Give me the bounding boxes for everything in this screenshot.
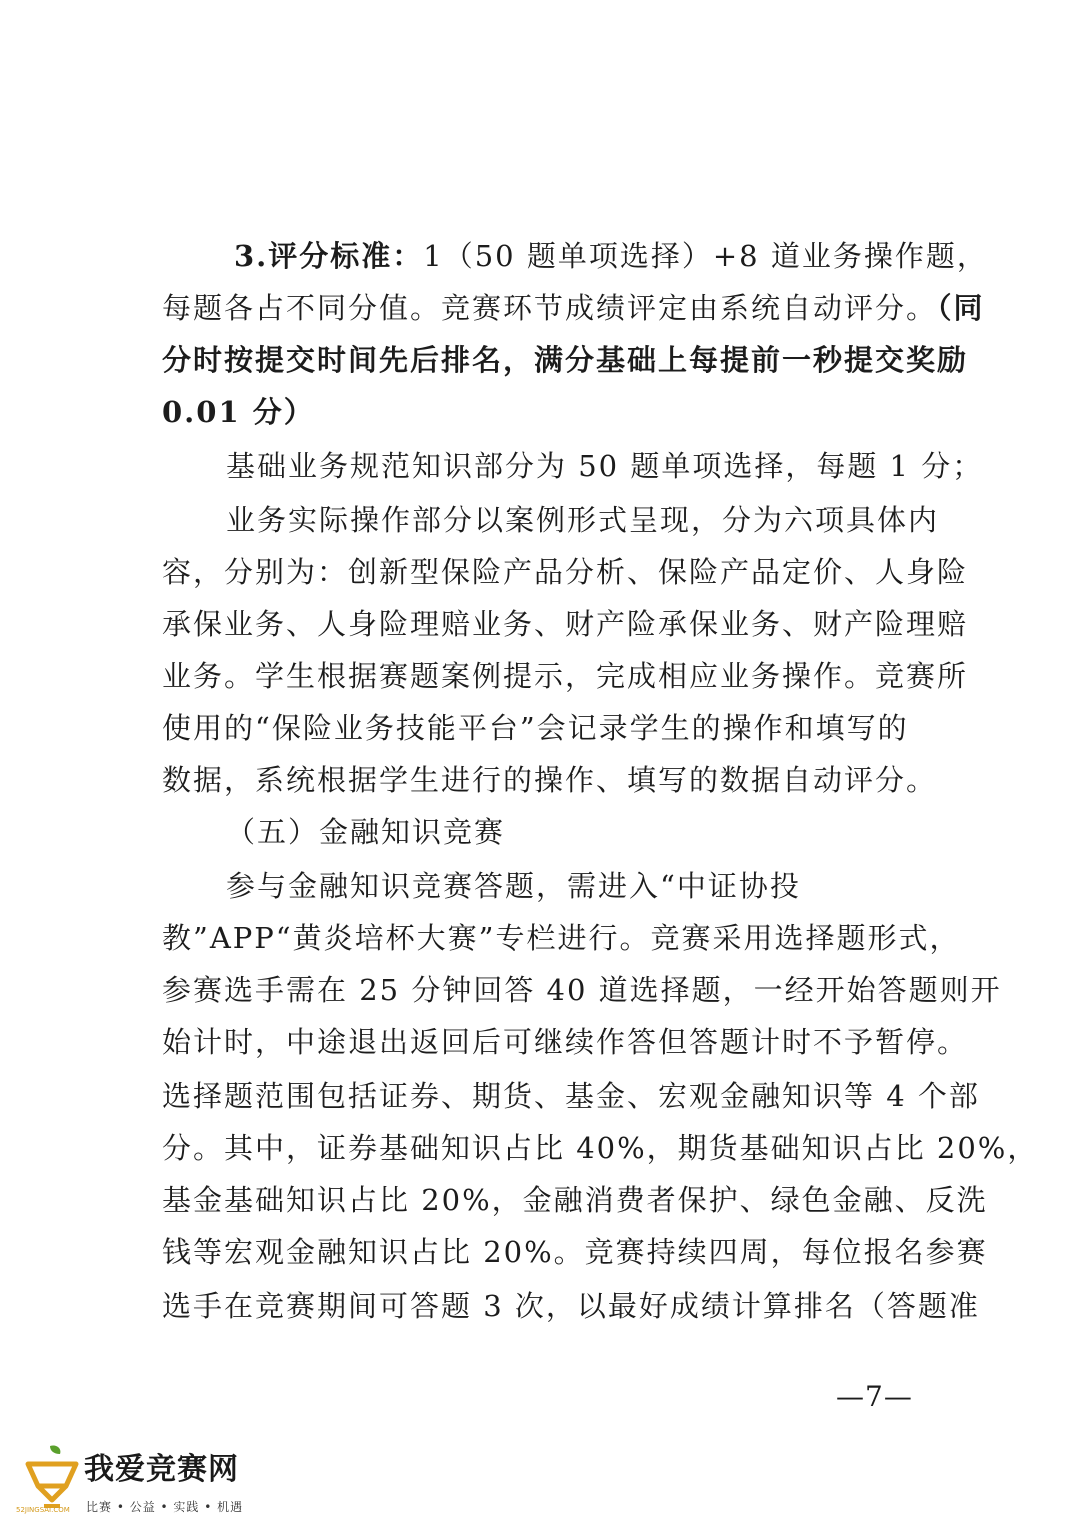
scoring-line-2: [162, 288, 985, 328]
finance-line: 参与金融知识竞赛答题，需进入“中证协投: [226, 869, 801, 903]
scoring-line-1-text: 1（50 题单项选择）+8 道业务操作题，: [423, 239, 988, 273]
practice-line: 业务。学生根据赛题案例提示，完成相应业务操作。竞赛所: [162, 659, 969, 693]
practice-line: 承保业务、人身险理赔业务、财产险承保业务、财产险理赔: [162, 607, 969, 641]
finance-line: 教”APP“黄炎培杯大赛”专栏进行。竞赛采用选择题形式，: [162, 921, 961, 955]
finance-line: 参赛选手需在 25 分钟回答 40 道选择题，一经开始答题则开: [162, 973, 1002, 1007]
finance-line: 基金基础知识占比 20%，金融消费者保护、绿色金融、反洗: [162, 1183, 988, 1217]
site-name: 我爱竞赛网: [84, 1452, 239, 1487]
section-heading: （五）金融知识竞赛: [226, 815, 506, 849]
scoring-label: 3.评分标准：: [234, 239, 424, 273]
practice-line: 业务实际操作部分以案例形式呈现，分为六项具体内: [226, 503, 940, 537]
basic-knowledge-line: 基础业务规范知识部分为 50 题单项选择，每题 1 分；: [226, 449, 984, 483]
trophy-cup-icon: [20, 1442, 84, 1514]
page-number: —7—: [836, 1380, 913, 1413]
site-tagline: 比赛 • 公益 • 实践 • 机遇: [86, 1500, 244, 1514]
finance-line: 分。其中，证券基础知识占比 40%，期货基础知识占比 20%，: [162, 1131, 1039, 1165]
finance-line: 钱等宏观金融知识占比 20%。竞赛持续四周，每位报名参赛: [162, 1235, 988, 1269]
finance-line: 始计时，中途退出返回后可继续作答但答题计时不予暂停。: [162, 1025, 969, 1059]
site-footer: [0, 1430, 300, 1527]
practice-line: 使用的“保险业务技能平台”会记录学生的操作和填写的: [162, 711, 909, 745]
practice-line: 数据，系统根据学生进行的操作、填写的数据自动评分。: [162, 763, 938, 797]
scoring-line-2-bold: （同: [937, 291, 985, 325]
scoring-line-1: [234, 236, 988, 276]
finance-line: 选手在竞赛期间可答题 3 次，以最好成绩计算排名（答题准: [162, 1289, 980, 1323]
finance-line: 选择题范围包括证券、期货、基金、宏观金融知识等 4 个部: [162, 1079, 980, 1113]
scoring-line-3: 分时按提交时间先后排名，满分基础上每提前一秒提交奖励: [162, 343, 969, 377]
scoring-line-4: 0.01 分）: [162, 395, 315, 429]
site-url: 52JINGSAI.COM: [16, 1506, 70, 1514]
practice-line: 容，分别为：创新型保险产品分析、保险产品定价、人身险: [162, 555, 969, 589]
scoring-line-2-text: 每题各占不同分值。竞赛环节成绩评定由系统自动评分。: [162, 291, 938, 325]
